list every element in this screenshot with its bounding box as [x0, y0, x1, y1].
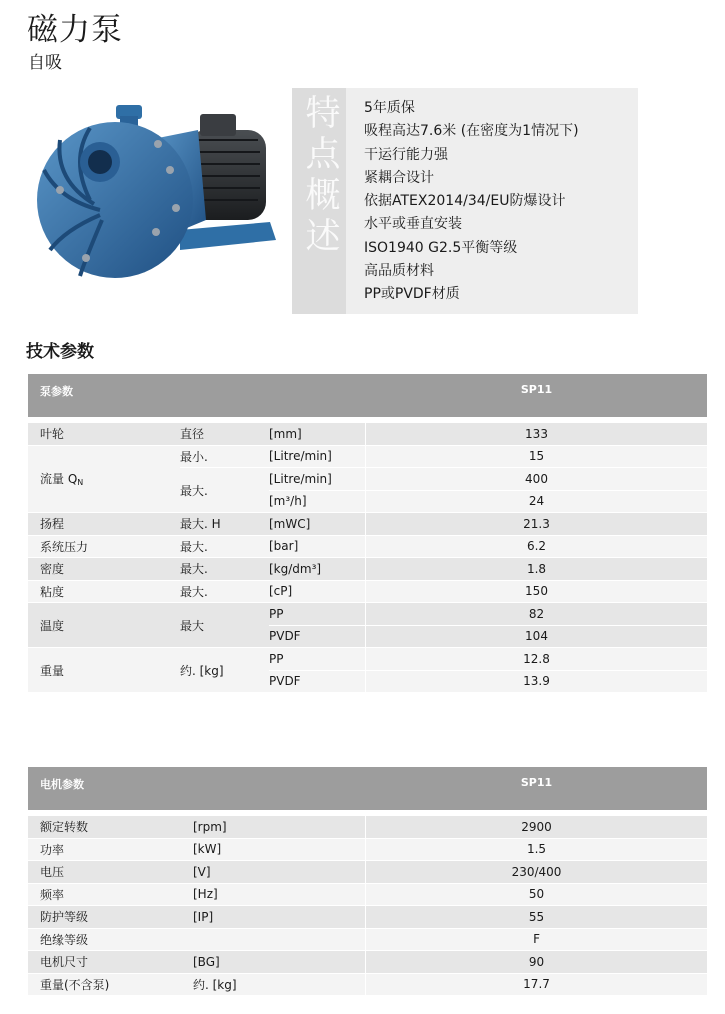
param-unit: PVDF: [269, 626, 366, 649]
param-value: 21.3: [366, 513, 707, 536]
feature-list: [364, 97, 579, 307]
feature-overview: [292, 88, 638, 314]
param-name: 电压: [28, 861, 193, 884]
param-value: 150: [366, 581, 707, 604]
param-qualifier: 最大.: [180, 581, 269, 604]
feature-side-panel: [292, 88, 346, 314]
feature-item: ISO1940 G2.5平衡等级: [364, 239, 518, 256]
table-row: [28, 423, 707, 446]
param-unit: [rpm]: [193, 816, 366, 839]
param-unit: [mm]: [269, 423, 366, 446]
param-value: 6.2: [366, 536, 707, 559]
feature-item: 5年质保: [364, 100, 415, 116]
param-unit: PVDF: [269, 671, 366, 694]
table-header-row: [28, 767, 707, 810]
param-name: 重量: [28, 648, 180, 693]
param-unit: [cP]: [269, 581, 366, 604]
param-value: 13.9: [366, 671, 707, 694]
param-qualifier: 最小.: [180, 446, 269, 469]
param-name: 绝缘等级: [28, 929, 193, 952]
param-name: 密度: [28, 558, 180, 581]
param-qualifier: 最大: [180, 603, 269, 648]
param-name: 额定转数: [28, 816, 193, 839]
param-value: 17.7: [366, 974, 707, 997]
param-unit: PP: [269, 603, 366, 626]
table-row: [28, 884, 707, 907]
table-header-row: [28, 374, 707, 417]
param-unit: [kg/dm³]: [269, 558, 366, 581]
param-name: 叶轮: [28, 423, 180, 446]
pump-image: [30, 100, 280, 300]
param-unit: PP: [269, 648, 366, 671]
param-unit: [bar]: [269, 536, 366, 559]
table-header-label: 电机参数: [28, 767, 366, 810]
table-row: [28, 558, 707, 581]
page-subtitle: 自吸: [28, 53, 62, 73]
feature-item: 水平或垂直安装: [364, 216, 462, 233]
param-unit: [V]: [193, 861, 366, 884]
param-value: 1.8: [366, 558, 707, 581]
param-qualifier: 最大.: [180, 536, 269, 559]
param-name: 重量(不含泵): [28, 974, 193, 997]
table-row: [28, 839, 707, 862]
param-name: 扬程: [28, 513, 180, 536]
table-header-model: SP11: [366, 767, 707, 810]
motor-parameters-table: [28, 767, 707, 996]
param-name: 功率: [28, 839, 193, 862]
table-row: [28, 536, 707, 559]
table-row: [28, 648, 707, 671]
param-value: 104: [366, 626, 707, 649]
table-row: [28, 513, 707, 536]
feature-item: PP或PVDF材质: [364, 286, 460, 303]
feature-item: 紧耦合设计: [364, 169, 434, 186]
table-row: [28, 974, 707, 997]
pump-parameters-table: [28, 374, 707, 693]
param-unit: [BG]: [193, 951, 366, 974]
param-unit: [IP]: [193, 906, 366, 929]
table-row: [28, 951, 707, 974]
param-value: 400: [366, 468, 707, 491]
param-value: F: [366, 929, 707, 952]
section-title: 技术参数: [26, 342, 94, 362]
param-value: 15: [366, 446, 707, 469]
param-qualifier: 最大. H: [180, 513, 269, 536]
table-header-model: SP11: [366, 374, 707, 417]
param-value: 50: [366, 884, 707, 907]
table-row: [28, 861, 707, 884]
param-name: 粘度: [28, 581, 180, 604]
param-value: 2900: [366, 816, 707, 839]
param-name: 温度: [28, 603, 180, 648]
param-qualifier: 直径: [180, 423, 269, 446]
feature-item: 高品质材料: [364, 263, 434, 280]
param-unit: [Litre/min]: [269, 468, 366, 491]
param-unit: [kW]: [193, 839, 366, 862]
param-unit: 约. [kg]: [193, 974, 366, 997]
param-unit: [Litre/min]: [269, 446, 366, 469]
param-unit: [Hz]: [193, 884, 366, 907]
param-qualifier: 约. [kg]: [180, 648, 269, 693]
param-unit: [193, 929, 366, 952]
param-name: 频率: [28, 884, 193, 907]
param-value: 55: [366, 906, 707, 929]
param-unit: [m³/h]: [269, 491, 366, 514]
feature-item: 依据ATEX2014/34/EU防爆设计: [364, 193, 566, 210]
table-row: [28, 816, 707, 839]
table-row: [28, 581, 707, 604]
table-row: [28, 906, 707, 929]
feature-side-label: 特点概述: [300, 94, 340, 258]
param-value: 24: [366, 491, 707, 514]
param-name: 流量 $Q_N$: [28, 446, 180, 514]
feature-item: 干运行能力强: [364, 146, 448, 163]
feature-item: 吸程高达7.6米 (在密度为1情况下): [364, 123, 579, 140]
param-value: 230/400: [366, 861, 707, 884]
table-row: [28, 929, 707, 952]
table-row: [28, 446, 707, 469]
param-value: 82: [366, 603, 707, 626]
param-name: 防护等级: [28, 906, 193, 929]
param-value: 133: [366, 423, 707, 446]
param-value: 12.8: [366, 648, 707, 671]
param-value: 90: [366, 951, 707, 974]
param-unit: [mWC]: [269, 513, 366, 536]
param-name: 系统压力: [28, 536, 180, 559]
param-qualifier: 最大.: [180, 468, 269, 513]
param-name: 电机尺寸: [28, 951, 193, 974]
param-qualifier: 最大.: [180, 558, 269, 581]
table-row: [28, 603, 707, 626]
table-header-label: 泵参数: [28, 374, 366, 417]
param-value: 1.5: [366, 839, 707, 862]
page-title: 磁力泵: [27, 12, 123, 48]
